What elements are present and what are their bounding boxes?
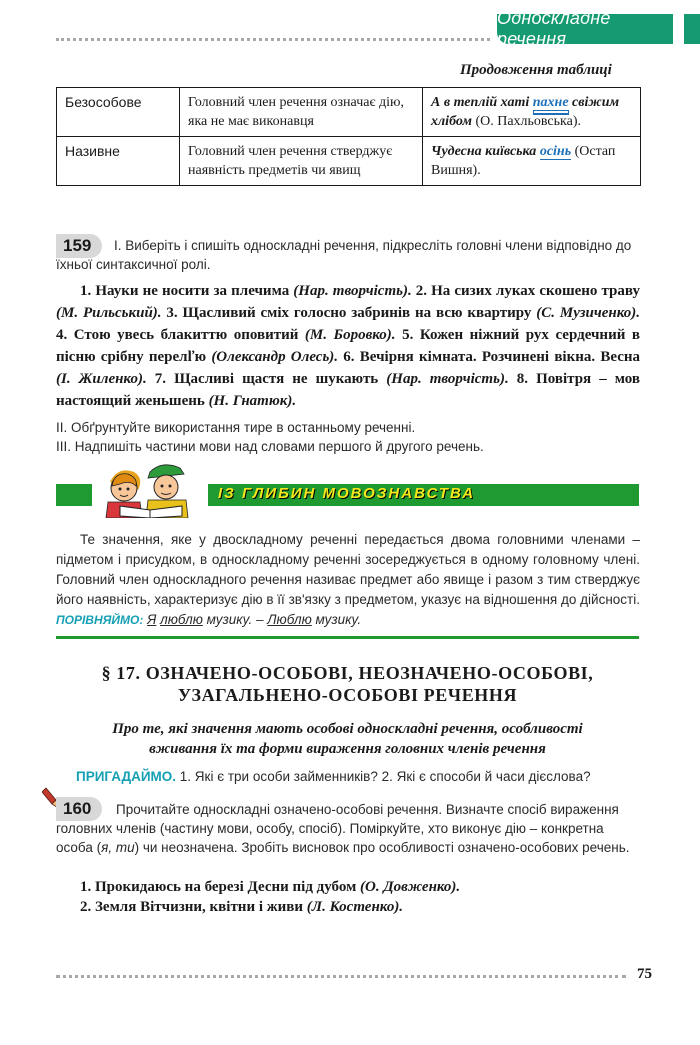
recall-line: ПРИГАДАЙМО. 1. Які є три особи займенників? 2. Які є способи й часи дієслова? (76, 769, 591, 784)
header-dotted-rule (56, 38, 490, 41)
section-banner-title: ІЗ ГЛИБИН МОВОЗНАВСТВА (218, 485, 476, 502)
table-row (57, 137, 641, 186)
exercise-sentence: 1. Прокидаюсь на березі Десни під дубом (О. Довженко). (80, 879, 461, 895)
sentence-types-table (56, 87, 641, 186)
table-cell-definition: Головний член речення означає дію, яка не має виконавця (180, 88, 423, 137)
compare-word: люблю (160, 612, 203, 627)
table-row (57, 88, 641, 137)
exercise-task: Прочитайте односкладні означено-особові речення. Визначте спосіб вираження головних членів (частину мови, особу, спосіб). Поміркуйте, хто виконує дію – конкретна особа (я, ти) чи неозначена. Зробіть висновок про особливості означено-особових речень. (56, 802, 630, 855)
table-cell-type: Безособове (57, 88, 180, 137)
example-text: А в теплій хаті (431, 95, 533, 110)
example-subject: осінь (539, 144, 572, 159)
section-tab: Односкладне речення (497, 14, 673, 44)
compare-word: Люблю (267, 612, 312, 627)
section-divider (56, 636, 639, 639)
exercise-number-badge: 159 (56, 234, 102, 258)
example-text: Чудесна київська (431, 144, 540, 159)
table-cell-definition: Головний член речення стверджує наявність предметів чи явищ (180, 137, 423, 186)
deep-paragraph: Те значення, яке у двоскладному реченні передається двома головними членами – підметом і присудком, в односкладному реченні зосереджується в одному головному члені. Головний член односкладного речення називає предмет або явище і разом з тим стверджує його наявність, характеризує дію в її зв'язку з предметом, указує на відношення до дійсності. ПОРІВНЯЙМО: Я люблю музику. – Люблю музику. (56, 532, 640, 627)
table-cell-example (423, 137, 641, 186)
exercise-task-ii: ІІ. Обґрунтуйте використання тире в останньому реченні. (56, 420, 416, 435)
table-caption: Продовження таблиці (460, 62, 612, 78)
table-cell-example (423, 88, 641, 137)
exercise-task: І. Виберіть і спишіть односкладні речення, підкресліть головні члени відповідно до їхньої синтаксичної ролі. (56, 238, 632, 272)
example-author: (Остап Вишня). (431, 144, 616, 178)
example-author: (О. Пахльовська). (471, 114, 581, 129)
exercise-sentence: 2. Земля Вітчизни, квітни і живи (Л. Костенко). (80, 899, 404, 915)
example-text: свіжим хлібом (431, 95, 620, 129)
paragraph-subtitle: Про те, які значення мають особові односкладні речення, особливості вживання їх та форми вираження головних членів речення (112, 721, 583, 757)
table-cell-type: Називне (57, 137, 180, 186)
example-predicate: пахне (532, 95, 569, 110)
exercise-number-badge: 160 (56, 797, 102, 821)
children-reading-illustration (90, 460, 210, 518)
page-number: 75 (637, 966, 652, 982)
exercise-task-iii: ІІІ. Надпишіть частини мови над словами першого й другого речень. (56, 439, 484, 454)
exercise-sentences: 1. Науки не носити за плечима (Нар. творчість). 2. На сизих луках скошено траву (М. Рильський). 3. Щасливий сміх голосно забринів на всю квартиру (С. Музиченко). 4. Стою увесь блакиттю оповитий (М. Боровко). 5. Кожен ніжний рух сердечний в пісню срібну перелľю (Олександр Олесь). 6. Вечірня кімната. Розчинені вікна. Весна (І. Жиленко). 7. Щасливі щастя не шукають (Нар. творчість). 8. Повітря – мов настоящий женьшень (Н. Гнатюк). (56, 283, 641, 409)
paragraph-title: § 17. ОЗНАЧЕНО-ОСОБОВІ, НЕОЗНАЧЕНО-ОСОБОВІ, УЗАГАЛЬНЕНО-ОСОБОВІ РЕЧЕННЯ (101, 663, 594, 705)
footer-dotted-rule (56, 975, 626, 978)
recall-label: ПРИГАДАЙМО. (76, 769, 177, 784)
compare-label: ПОРІВНЯЙМО: (56, 613, 144, 627)
compare-word: Я (147, 612, 157, 627)
section-tab-edge (684, 14, 700, 44)
